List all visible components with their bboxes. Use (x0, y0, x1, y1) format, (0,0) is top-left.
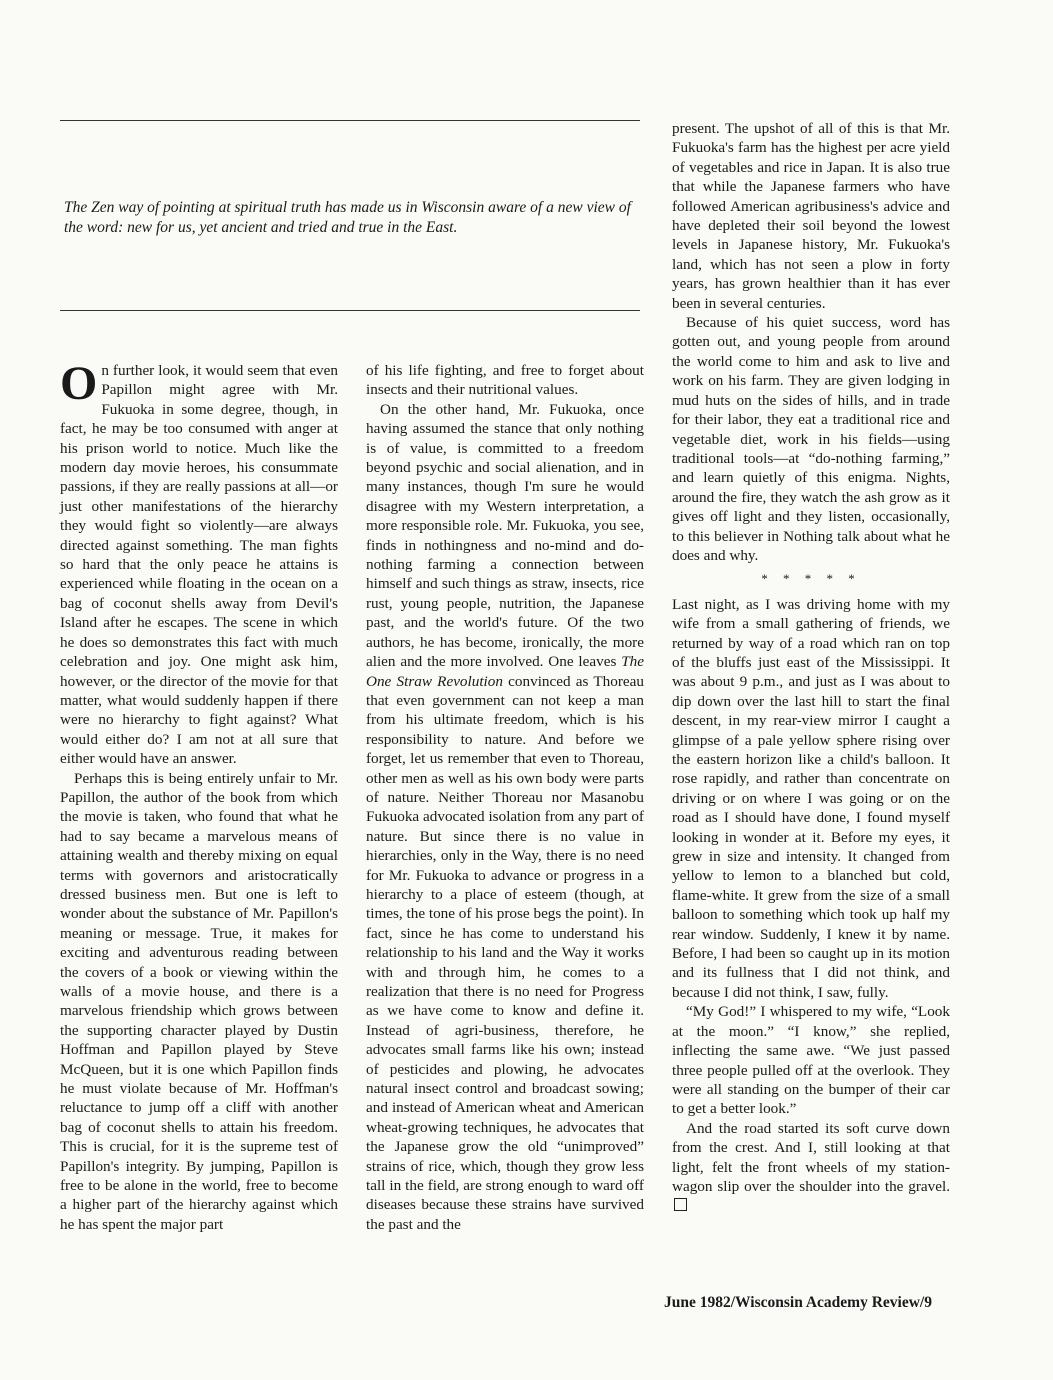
section-break: * * * * * (761, 571, 861, 587)
paragraph (366, 400, 644, 1234)
paragraph: present. The upshot of all of this is that Mr. Fukuoka's farm has the highest per acre yield of vegetables and rice in Japan. It is also true that while the Japanese farmers who have followed American agribusiness's advice and have depleted their soil beyond the lowest levels in Japanese history, Mr. Fukuoka's land, which has not seen a plow in forty years, has grown healthier than it has ever been in several centuries. (672, 120, 950, 312)
paragraph (60, 357, 338, 769)
paragraph-text: And the road started its soft curve down from the crest. And I, still looking at that light, felt the front wheels of my station-wagon slip over the shoulder into the gravel. (672, 1119, 950, 1195)
paragraph: “My God!” I whispered to my wife, “Look at the moon.” “I know,” she replied, inflecting the same awe. “We just passed three people pulled off at the overlook. They were all standing on the bumper of their car to get a better look.” (672, 1003, 950, 1118)
bottom-rule (60, 310, 640, 311)
paragraph: Because of his quiet success, word has gotten out, and young people from around the world come to him and ask to live and work on his farm. They are given lodging in mud huts on the sides of hills, and in trade for their labor, they eat a traditional rice and vegetable diet, work in his fields—using traditional tools—at “do-nothing farming,” and learn quietly of this enigma. Nights, around the fire, they watch the ash grow as it gives off light and they listen, occasionally, to this believer in Nothing talk about what he does and why. (672, 314, 950, 564)
pull-quote: The Zen way of pointing at spiritual truth has made us in Wisconsin aware of a new view of the word: new for us, yet ancient and tried and true in the East. (64, 199, 631, 236)
drop-cap: O (60, 357, 98, 410)
column-3 (672, 119, 950, 1216)
page-footer: June 1982/Wisconsin Academy Review/9 (664, 1294, 932, 1311)
end-mark-icon (674, 1198, 687, 1211)
top-rule (60, 120, 640, 121)
paragraph (672, 1119, 950, 1216)
paragraph-text: On the other hand, Mr. Fukuoka, once having assumed the stance that only nothing is of value, is committed to a freedom beyond psychic and social alienation, and in many instances, though I'm sure he would disagree with my Western interpretation, a more responsible role. Mr. Fukuoka, you see, finds in nothingness and no-mind and do-nothing farming a connection between himself and such things as straw, insects, rice rust, young people, nutrition, the Japanese past, and the world's future. Of the two authors, he has become, ironically, the more alien and the more involved. One leaves (366, 400, 644, 671)
column-2 (366, 361, 644, 1234)
paragraph: of his life fighting, and free to forget about insects and their nutritional values. (366, 362, 644, 399)
paragraph-text: convinced as Thoreau that even government can not keep a man from his ultimate freedom, which is his responsibility to nature. And before we forget, let us remember that even to Thoreau, other men as well as his own body were parts of nature. Neither Thoreau nor Masanobu Fukuoka advocated isolation from any part of nature. But since there is no value in hierarchies, only in the Way, there is no need for Mr. Fukuoka to advance or progress in a hierarchy to a place of esteem (though, at times, the tone of his prose begs the point). In fact, since he has come to understand his relationship to his land and the Way it works with and through him, he comes to a realization that there is no need for Progress as we have come to know and define it. Instead of agri-business, therefore, he advocates small farms like his own; instead of pesticides and plowing, he advocates natural insect control and broadcast sowing; and instead of American wheat and American wheat-growing techniques, he advocates that the Japanese grow the old “unimproved” strains of rice, which, though they grow less tall in the field, are strong enough to ward off diseases because these strains have survived the past and the (366, 672, 644, 1233)
column-1 (60, 357, 338, 1234)
paragraph-text: n further look, it would seem that even Papillon might agree with Mr. Fukuoka in some degree, though, in fact, he may be too consumed with anger at his prison world to notice. Much like the modern day movie heroes, his consummate passions, if they are really passions at all—or just other manifestations of the hierarchy they would fight so violently—are always directed against something. The man fights so hard that the only peace he attains is experienced while floating in the ocean on a bag of coconut shells away from Devil's Island after he escapes. The scene in which he does so demonstrates this fact with much celebration and joy. One might ask him, however, or the director of the movie for that matter, what would suddenly happen if there were no hierarchy to fight against? What would either do? I am not at all sure that either would have an answer. (60, 362, 338, 768)
paragraph: Perhaps this is being entirely unfair to Mr. Papillon, the author of the book from which the movie is taken, who found that what he had to say became a marvelous means of attaining wealth and thereby mixing on equal terms with governors and aristocratically dressed business men. But one is left to wonder about the substance of Mr. Papillon's meaning or message. True, it makes for exciting and adventurous reading between the covers of a book or viewing within the walls of a movie house, and there is a marvelous friendship which grows between the supporting character played by Dustin Hoffman and Papillon played by Steve McQueen, but it is one which Papillon finds he must violate because of Mr. Hoffman's reluctance to jump off a cliff with another bag of coconut shells to attain his freedom. This is crucial, for it is the supreme test of Papillon's integrity. By jumping, Papillon is free to be alone in the world, free to become a higher part of the hierarchy against which he has spent the major part (60, 769, 338, 1233)
paragraph: Last night, as I was driving home with my wife from a small gathering of friends, we returned by way of a road which ran on top of the bluffs just east of the Mississippi. It was about 9 p.m., and just as I was about to dip down over the last hill to start the final descent, in my rear-view mirror I caught a glimpse of a pale yellow sphere rising over the eastern horizon like a child's balloon. It rose rapidly, and rather than concentrate on driving or on where I was going or on the road as I should have done, I found myself looking in wonder at it. Before my eyes, it grew in size and intensity. It changed from yellow to lemon to a blanched but cold, flame-white. It grew from the size of a small balloon to something which took up half my rear window. Suddenly, I knew it by name. Before, I had been so caught up in its motion and its fullness that I did not think, and because I did not think, I saw, fully. (672, 595, 950, 1001)
book-title: The One Straw Revolution (366, 653, 644, 690)
